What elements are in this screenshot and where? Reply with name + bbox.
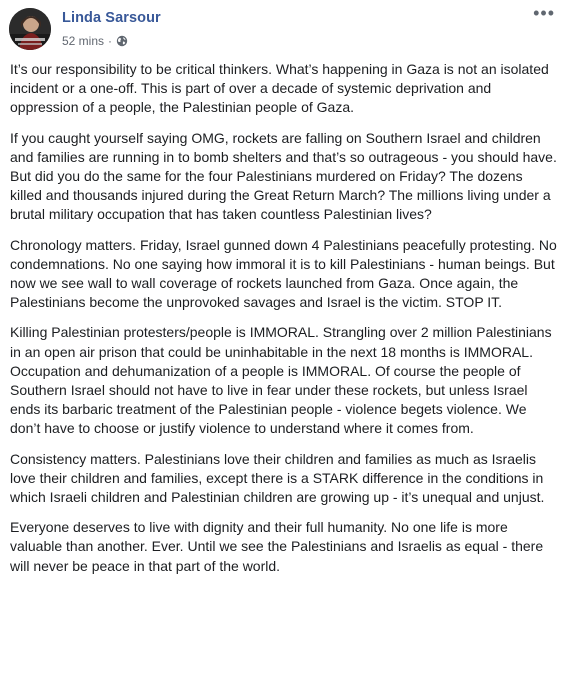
post-paragraph: It’s our responsibility to be critical thinkers. What’s happening in Gaza is not an isolated incident or a one-off. This is part of over a decade of systemic deprivation and oppression of a people, the Palestinian people of Gaza.	[10, 61, 549, 116]
post-paragraph: Chronology matters. Friday, Israel gunned down 4 Palestinians peacefully protesting. No condemnations. No one saying how immoral it is to kill Palestinians - human beings. But now we see wall to wall coverage of rockets launched from Gaza. Once again, the Palestinians become the unprovoked savages and Israel is the victim. STOP IT.	[10, 236, 557, 311]
avatar-image	[9, 8, 51, 50]
more-options-button[interactable]: •••	[533, 3, 555, 23]
post-body	[10, 60, 558, 587]
post-paragraph: Killing Palestinian protesters/people is IMMORAL. Strangling over 2 million Palestinians in an open air prison that could be uninhabitable in the next 18 months is IMMORAL. Occupation and dehumanization of a people is IMMORAL. Of course the people of Southern Israel should not have to live in fear under these rockets, but unless Israel ends its barbaric treatment of the Palestinian people - violence begets violence. We don’t have to choose or justify violence to understand where it comes from.	[10, 324, 552, 437]
post-author-name[interactable]: Linda Sarsour	[62, 10, 161, 26]
post-timestamp[interactable]: 52 mins	[62, 34, 105, 48]
meta-separator: ·	[108, 34, 113, 48]
post-paragraph: Consistency matters. Palestinians love their children and families as much as Israelis love their children and families, except there is a STARK difference in the conditions in which Israeli children and Palestinian children are growing up - it’s unequal and unjust.	[10, 450, 545, 506]
post-meta	[62, 34, 128, 48]
post-header	[0, 0, 567, 60]
post-paragraph: Everyone deserves to live with dignity and their full humanity. No one life is more valuable than another. Ever. Until we see the Palestinians and Israelis as equal - there will never be peace in that part of the world.	[10, 519, 544, 574]
post-paragraph: If you caught yourself saying OMG, rockets are falling on Southern Israel and children and families are running in to bomb shelters and that’s so outrageous - you should have. But did you do the same for the four Palestinians murdered on Friday? The dozens killed and thousands injured during the Great Return March? The millions living under a brutal military occupation that has taken countless Palestinian lives?	[10, 129, 557, 223]
avatar[interactable]	[9, 8, 51, 50]
globe-icon[interactable]	[116, 35, 128, 47]
